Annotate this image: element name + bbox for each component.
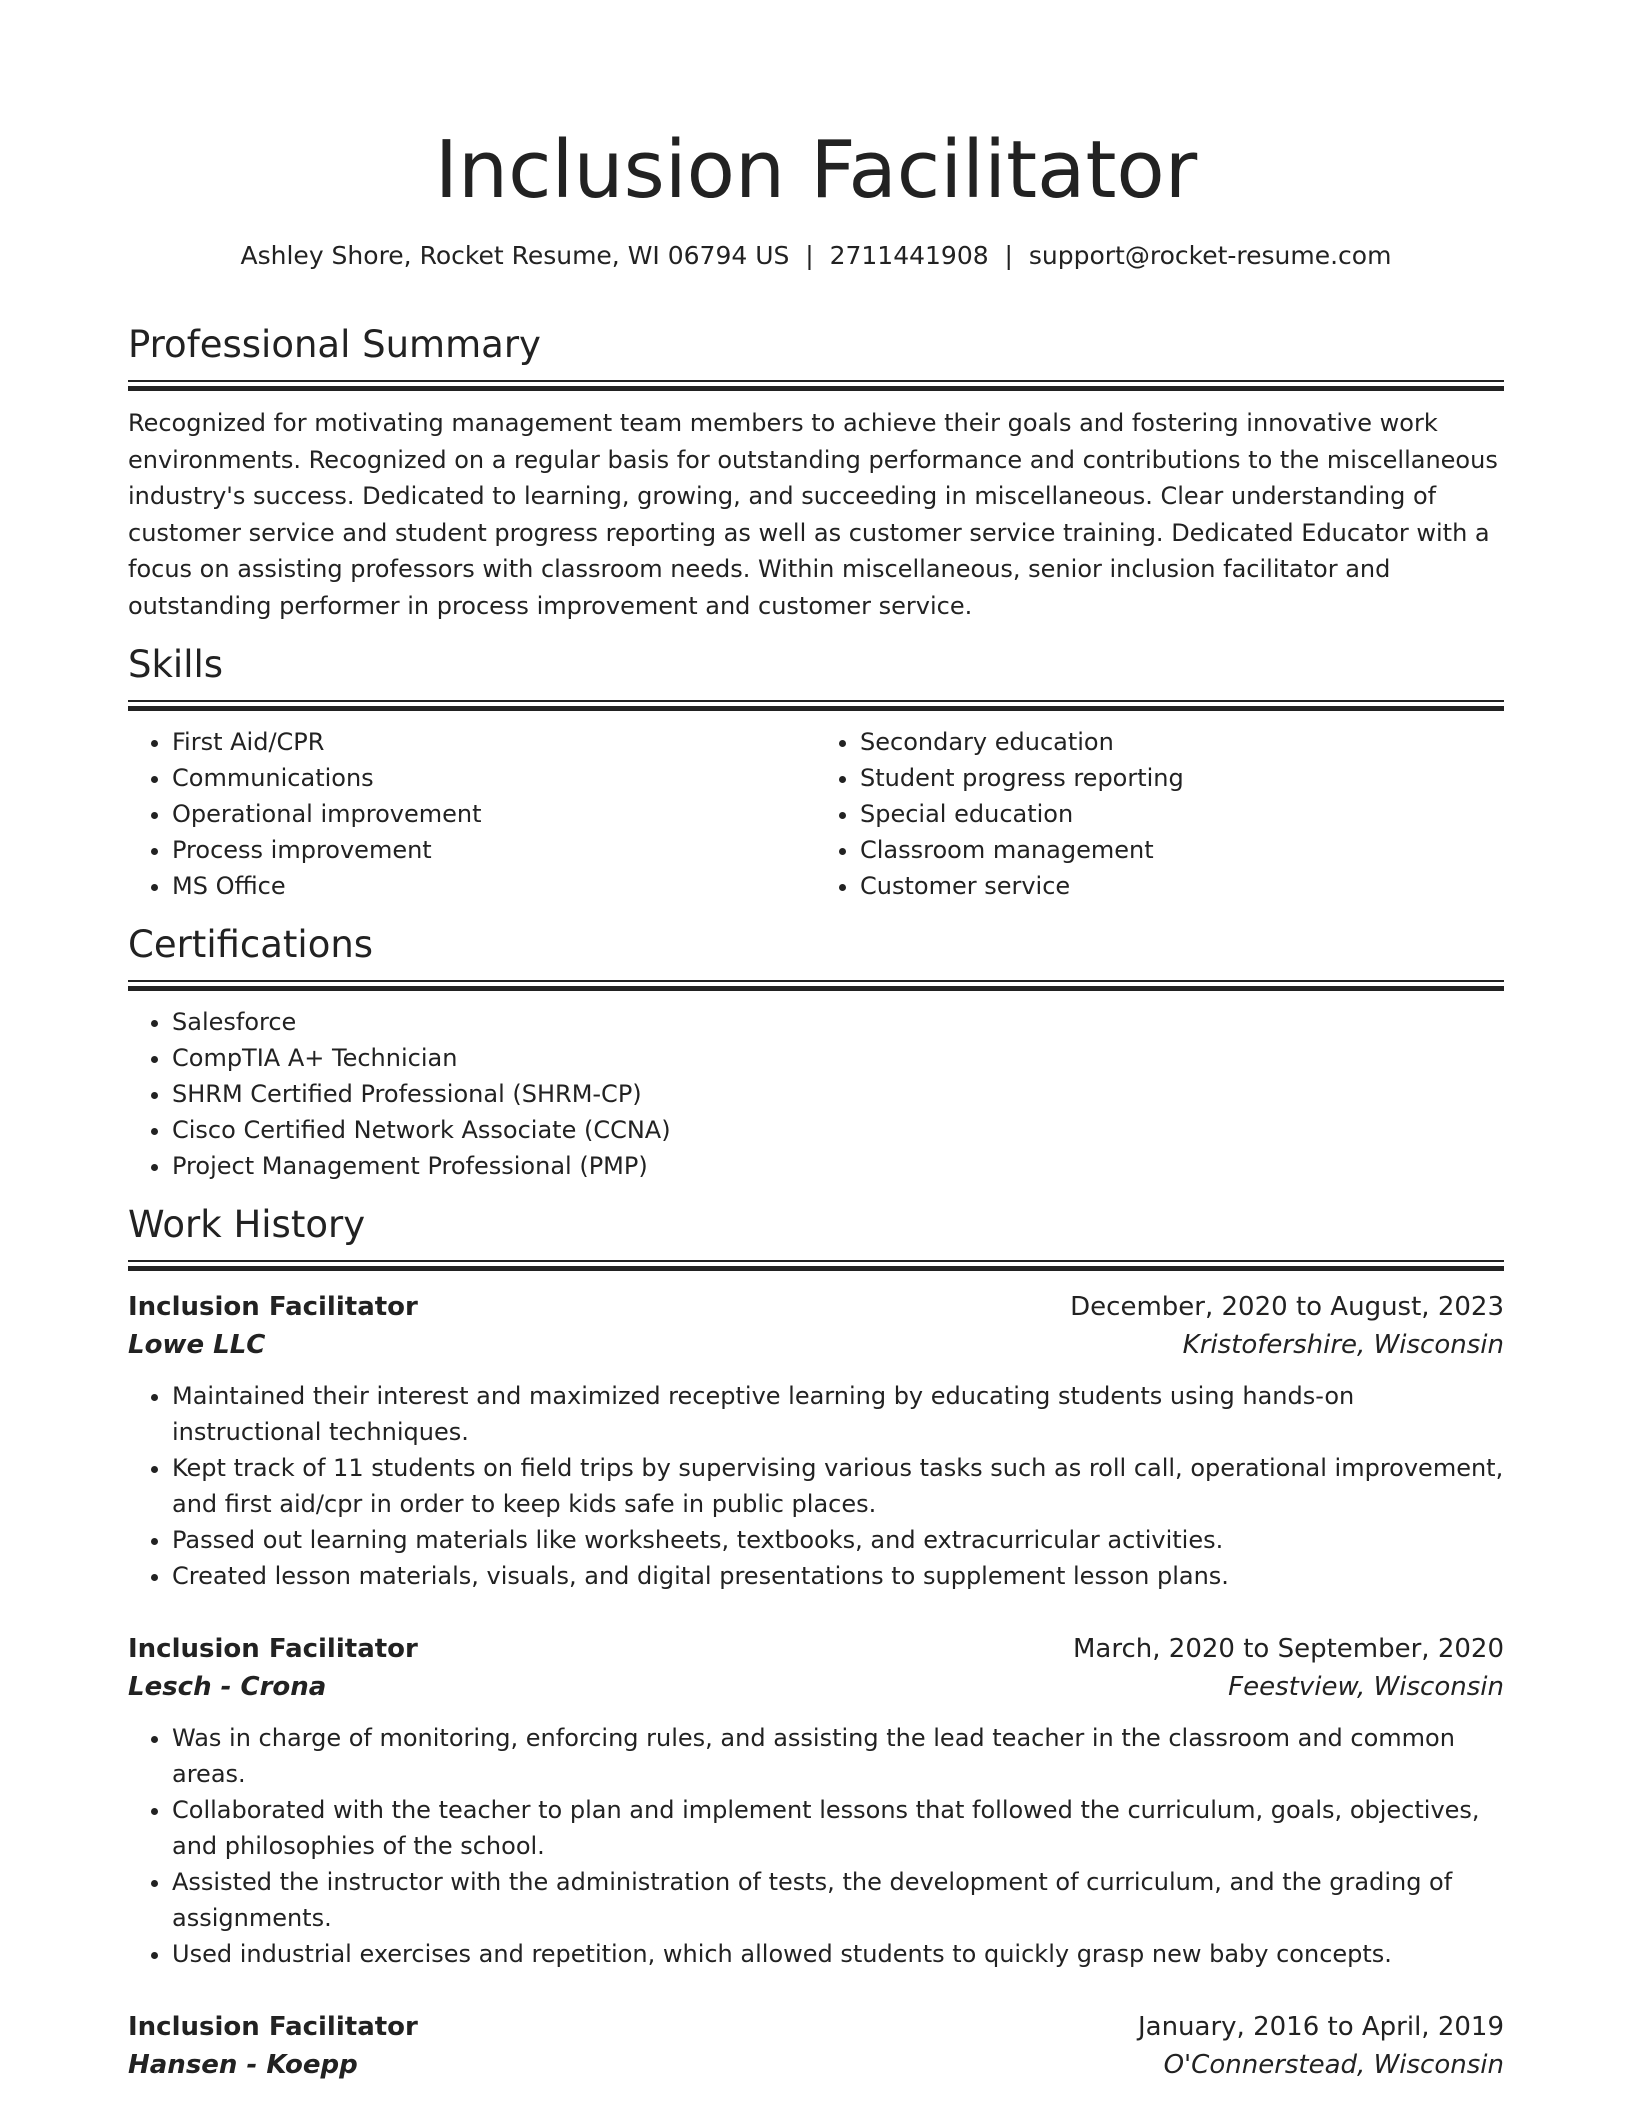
skill-item: • First Aid/CPR xyxy=(172,724,816,760)
section-divider xyxy=(128,380,1504,390)
section-divider xyxy=(128,980,1504,990)
section-heading: Certifications xyxy=(128,923,374,966)
skill-item: • MS Office xyxy=(172,868,816,904)
certifications-section xyxy=(128,922,1504,1184)
job-subheader xyxy=(128,1326,1504,1364)
certifications-list xyxy=(128,1004,1504,1184)
skill-item: • Customer service xyxy=(860,868,1504,904)
skills-list-right xyxy=(816,724,1504,904)
job-bullet: • Collaborated with the teacher to plan and implement lessons that followed the curriculum, goals, objectives, and philosophies of the school. xyxy=(172,1792,1504,1864)
job-company: Hansen - Koepp xyxy=(128,2050,358,2080)
job-entry xyxy=(128,1288,1504,1594)
job-dates: January, 2016 to April, 2019 xyxy=(1137,2012,1504,2042)
job-title: Inclusion Facilitator xyxy=(128,1634,418,1664)
job-location: Kristofershire, Wisconsin xyxy=(1182,1330,1504,1360)
job-location: O'Connerstead, Wisconsin xyxy=(1163,2050,1504,2080)
contact-line: Ashley Shore, Rocket Resume, WI 06794 US | 2711441908 | support@rocket-resume.com xyxy=(240,241,1392,270)
skills-columns xyxy=(128,724,1504,904)
job-bullet: • Maintained their interest and maximized receptive learning by educating students using hands-on instructional techniques. xyxy=(172,1378,1504,1450)
resume-content xyxy=(128,322,1504,2102)
certification-item: • Salesforce xyxy=(172,1004,1504,1040)
skill-item: • Student progress reporting xyxy=(860,760,1504,796)
job-dates: March, 2020 to September, 2020 xyxy=(1073,1634,1504,1664)
work-history-section xyxy=(128,1202,1504,2084)
skills-list-left xyxy=(128,724,816,904)
job-dates: December, 2020 to August, 2023 xyxy=(1070,1292,1504,1322)
certification-item: • Project Management Professional (PMP) xyxy=(172,1148,1504,1184)
section-heading: Work History xyxy=(128,1203,366,1246)
section-heading: Skills xyxy=(128,643,224,686)
job-bullet: • Assisted the instructor with the administration of tests, the development of curriculum, and the grading of assignments. xyxy=(172,1864,1504,1936)
job-bullet: • Was in charge of monitoring, enforcing rules, and assisting the lead teacher in the classroom and common areas. xyxy=(172,1720,1504,1792)
job-entry xyxy=(128,1630,1504,1972)
job-location: Feestview, Wisconsin xyxy=(1228,1672,1504,1702)
job-bullets xyxy=(128,1720,1504,1972)
certification-item: • Cisco Certified Network Associate (CCNA) xyxy=(172,1112,1504,1148)
skill-item: • Secondary education xyxy=(860,724,1504,760)
job-header xyxy=(128,2008,1504,2046)
job-bullet: • Created lesson materials, visuals, and digital presentations to supplement lesson plans. xyxy=(172,1558,1504,1594)
summary-section xyxy=(128,322,1504,624)
job-company: Lesch - Crona xyxy=(128,1672,327,1702)
skill-item: • Operational improvement xyxy=(172,796,816,832)
job-title: Inclusion Facilitator xyxy=(128,1292,418,1322)
certification-item: • CompTIA A+ Technician xyxy=(172,1040,1504,1076)
job-subheader xyxy=(128,2046,1504,2084)
section-heading: Professional Summary xyxy=(128,323,541,366)
job-title: Inclusion Facilitator xyxy=(128,2012,418,2042)
summary-text: Recognized for motivating management team members to achieve their goals and fostering innovative work environments. Recognized on a regular basis for outstanding performance and contributions to the miscellaneous industry's success. Dedicated to learning, growing, and succeeding in miscellaneous. Clear understanding of customer service and student progress reporting as well as customer service training. Dedicated Educator with a focus on assisting professors with classroom needs. Within miscellaneous, senior inclusion facilitator and outstanding performer in process improvement and customer service. xyxy=(128,409,1498,620)
skill-item: • Classroom management xyxy=(860,832,1504,868)
job-bullet: • Kept track of 11 students on field trips by supervising various tasks such as roll call, operational improvement, and first aid/cpr in order to keep kids safe in public places. xyxy=(172,1450,1504,1522)
job-bullets xyxy=(128,1378,1504,1594)
job-header xyxy=(128,1288,1504,1326)
job-subheader xyxy=(128,1668,1504,1706)
job-bullet: • Passed out learning materials like worksheets, textbooks, and extracurricular activities. xyxy=(172,1522,1504,1558)
section-divider xyxy=(128,1260,1504,1270)
skills-section xyxy=(128,642,1504,904)
section-divider xyxy=(128,700,1504,710)
certification-item: • SHRM Certified Professional (SHRM-CP) xyxy=(172,1076,1504,1112)
resume-title: Inclusion Facilitator xyxy=(434,124,1198,216)
job-header xyxy=(128,1630,1504,1668)
job-company: Lowe LLC xyxy=(128,1330,266,1360)
skill-item: • Special education xyxy=(860,796,1504,832)
skill-item: • Process improvement xyxy=(172,832,816,868)
job-entry xyxy=(128,2008,1504,2084)
skill-item: • Communications xyxy=(172,760,816,796)
job-bullet: • Used industrial exercises and repetition, which allowed students to quickly grasp new baby concepts. xyxy=(172,1936,1504,1972)
